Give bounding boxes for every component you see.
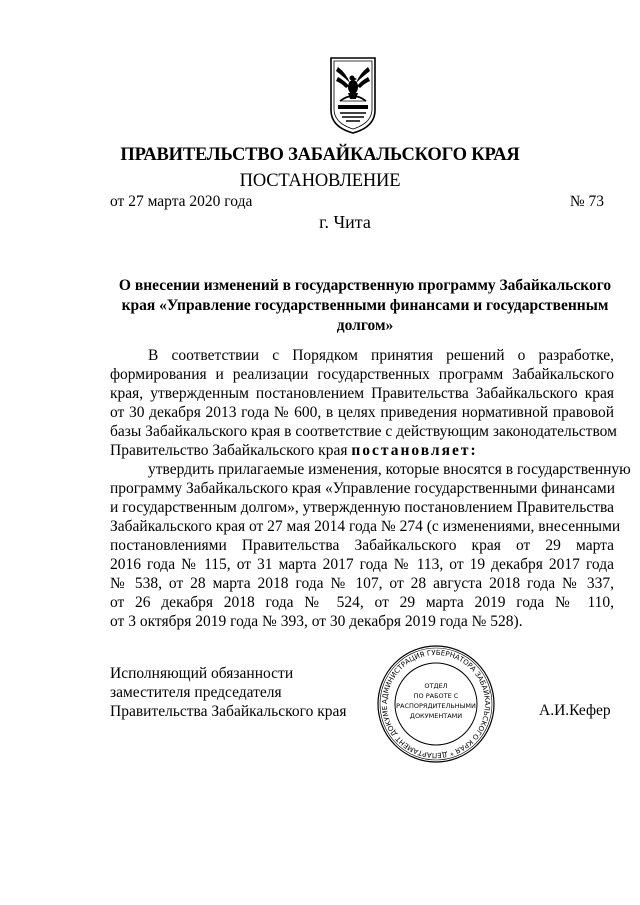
body-line: № 538, от 28 марта 2018 года № 107, от 28 августа 2018 года № 337,: [110, 575, 614, 592]
preamble-line: Правительство Забайкальского края: [110, 442, 348, 459]
body-line: программу Забайкальского края «Управление государственными финансами: [110, 480, 616, 497]
city-name: г. Чита: [319, 212, 371, 232]
title-line: долгом»: [336, 317, 394, 334]
preamble-line: базы Забайкальского края в соответствие с действующим законодательством: [110, 423, 617, 440]
signer-position-line: заместителя председателя: [110, 684, 282, 701]
signer-name: А.И.Кефер: [539, 702, 611, 719]
signer-position-line: Правительства Забайкальского края: [110, 703, 347, 720]
document-number: № 73: [569, 193, 604, 210]
coat-of-arms-emblem: [328, 55, 378, 135]
stamp-ring-text: АДМИНИСТРАЦИЯ ГУБЕРНАТОРА ЗАБАЙКАЛЬСКОГО КРАЯ * ДЕПАРТАМЕНТ ДОКУМЕ: [380, 648, 492, 760]
resolves-word: постановляет:: [351, 442, 478, 459]
signer-position-line: Исполняющий обязанности: [110, 665, 294, 682]
title-line: края «Управление государственными финансами и государственным: [121, 297, 609, 314]
body-line: от 26 декабря 2018 года № 524, от 29 марта 2019 года № 110,: [110, 594, 614, 611]
stamp-inner-line: ПО РАБОТЕ С: [413, 692, 459, 700]
body-line: Забайкальского края от 27 мая 2014 года № 274 (с изменениями, внесенными: [110, 518, 621, 535]
preamble-line: В соответствии с Порядком принятия решений о разработке,: [148, 347, 614, 364]
preamble-line: от 30 декабря 2013 года № 600, в целях приведения нормативной правовой: [110, 404, 614, 421]
preamble-last-line: [110, 441, 614, 460]
preamble-line: формирования и реализации государственных программ Забайкальского: [110, 366, 614, 383]
body-line: от 3 октября 2019 года № 393, от 30 декабря 2019 года № 528).: [110, 613, 523, 630]
body-line: и государственным долгом», утвержденную постановлением Правительства: [110, 499, 614, 516]
document-title: [110, 276, 620, 336]
body-line: утвердить прилагаемые изменения, которые вносятся в государственную: [148, 461, 631, 478]
official-stamp: [373, 644, 499, 764]
document-type: ПОСТАНОВЛЕНИЕ: [239, 171, 401, 191]
body-line: постановлениями Правительства Забайкальского края от 29 марта: [110, 537, 614, 554]
document-date: от 27 марта 2020 года: [110, 193, 253, 210]
government-name: ПРАВИТЕЛЬСТВО ЗАБАЙКАЛЬСКОГО КРАЯ: [120, 145, 520, 165]
preamble-line: края, утвержденным постановлением Правительства Забайкальского края: [110, 385, 614, 402]
body-line: 2016 года № 115, от 31 марта 2017 года № 113, от 19 декабря 2017 года: [110, 556, 614, 573]
title-line: О внесении изменений в государственную программу Забайкальского: [118, 277, 612, 294]
stamp-inner-line: ОТДЕЛ: [424, 682, 448, 690]
stamp-inner-line: РАСПОРЯДИТЕЛЬНЫМИ: [396, 702, 476, 710]
stamp-inner-line: ДОКУМЕНТАМИ: [409, 712, 463, 720]
